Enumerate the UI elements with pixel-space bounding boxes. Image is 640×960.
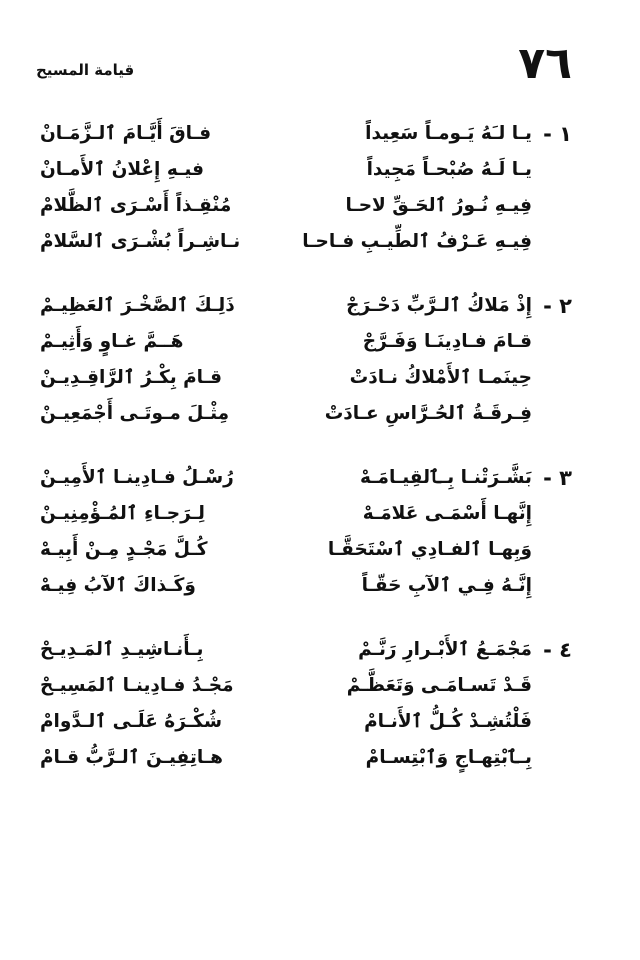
first-hemistich: بَشَّـرَتْنـا بِـٱلقِيـامَـهْ (359, 467, 532, 488)
second-hemistich: قـامَ بِكْـرُ ٱلرَّاقِـدِيـنْ (40, 367, 223, 388)
verse-line (40, 224, 532, 260)
first-hemistich: مَجْمَـعُ ٱلأَبْـرارِ رَنَّـمْ (358, 639, 532, 660)
first-hemistich: يـا لَـهُ صُبْحـاً مَجِيداً (366, 159, 532, 180)
first-hemistich: إِنَّـهُ فِـي ٱلآبِ حَقّـاً (361, 575, 532, 596)
first-hemistich: فَلْتُشِـدْ كُـلُّ ٱلأَنـامْ (364, 711, 532, 732)
verse-line (40, 668, 532, 704)
page-header (36, 38, 572, 94)
stanza-lines (40, 460, 532, 604)
second-hemistich: نـاشِـراً بُشْـرَى ٱلسَّلامْ (40, 231, 241, 252)
second-hemistich: مِثْـلَ مـوتَـى أَجْمَعِيـنْ (40, 403, 230, 424)
verse-line (40, 288, 532, 324)
second-hemistich: وَكَـذاكَ ٱلآبُ فِيـهْ (40, 575, 196, 596)
first-hemistich: قـامَ فـادِينَـا وَفَـرَّجْ (362, 331, 532, 352)
first-hemistich: فِـرقَـةُ ٱلحُـرَّاسِ عـادَتْ (324, 403, 532, 424)
first-hemistich: فِيـهِ نُـورُ ٱلحَـقِّ لاحـا (345, 195, 532, 216)
first-hemistich: فِيـهِ عَـرْفُ ٱلطِّيـبِ فـاحـا (302, 231, 532, 252)
stanza-lines (40, 632, 532, 776)
first-hemistich: وَبِهـا ٱلفـادِي ٱسْتَحَقَّـا (327, 539, 532, 560)
first-hemistich: بِـٱبْتِهـاجٍ وَٱبْتِسـامْ (365, 747, 532, 768)
verse-line (40, 396, 532, 432)
second-hemistich: هـاتِفِيـنَ ٱلـرَّبُّ قـامْ (40, 747, 223, 768)
second-hemistich: هَــمَّ غـاوٍ وَأَثِيـمْ (40, 331, 184, 352)
stanza-number: ٣ - (543, 466, 572, 490)
second-hemistich: مَجْـدُ فـادِينـا ٱلمَسِيـحْ (40, 675, 234, 696)
second-hemistich: لِـرَجـاءِ ٱلمُـؤْمِنِيـنْ (40, 503, 205, 524)
stanza-number: ٢ - (543, 294, 572, 318)
verse-line (40, 568, 532, 604)
first-hemistich: حِينَمـا ٱلأَمْلاكُ نـادَتْ (349, 367, 532, 388)
running-title: قيامة المسيح (36, 61, 135, 79)
first-hemistich: يـا لـَهُ يَـومـاً سَعِيداً (365, 123, 532, 144)
second-hemistich: شُكْـرَهُ عَلَـى ٱلـدَّوامْ (40, 711, 223, 732)
stanza-number: ١ - (543, 122, 572, 146)
verse-line (40, 460, 532, 496)
stanza-lines (40, 288, 532, 432)
verse-line (40, 740, 532, 776)
verse-line (40, 632, 532, 668)
second-hemistich: رُسْـلُ فـادِينـا ٱلأَمِيـنْ (40, 467, 234, 488)
verse-line (40, 152, 532, 188)
stanza-lines (40, 116, 532, 260)
first-hemistich: إِذْ مَلاكُ ٱلـرَّبِّ دَحْـرَجْ (346, 295, 532, 316)
verse-line (40, 704, 532, 740)
stanza-number: ٤ - (543, 638, 572, 662)
verse-line (40, 188, 532, 224)
second-hemistich: مُنْقِـذاً أَسْـرَى ٱلظَّلامْ (40, 195, 232, 216)
second-hemistich: بِـأَنـاشِيـدِ ٱلمَـدِيـحْ (40, 639, 204, 660)
first-hemistich: إِنَّهـا أَسْمَـى عَلامَـهْ (362, 503, 532, 524)
second-hemistich: كُـلَّ مَجْـدٍ مِـنْ أَبِيـهْ (40, 539, 208, 560)
verse-line (40, 324, 532, 360)
second-hemistich: فـاقَ أَيَّـامَ ٱلـزَّمَـانْ (40, 123, 212, 144)
second-hemistich: ذَلِـكَ ٱلصَّخْـرَ ٱلعَظِيـمْ (40, 295, 235, 316)
verse-line (40, 532, 532, 568)
verse-line (40, 116, 532, 152)
page-number: ٧٦ (518, 38, 572, 89)
first-hemistich: قَـدْ تَسـامَـى وَتَعَظَّـمْ (346, 675, 532, 696)
second-hemistich: فيـهِ إِعْلانُ ٱلأَمـانْ (40, 159, 205, 180)
verse-line (40, 360, 532, 396)
verse-line (40, 496, 532, 532)
